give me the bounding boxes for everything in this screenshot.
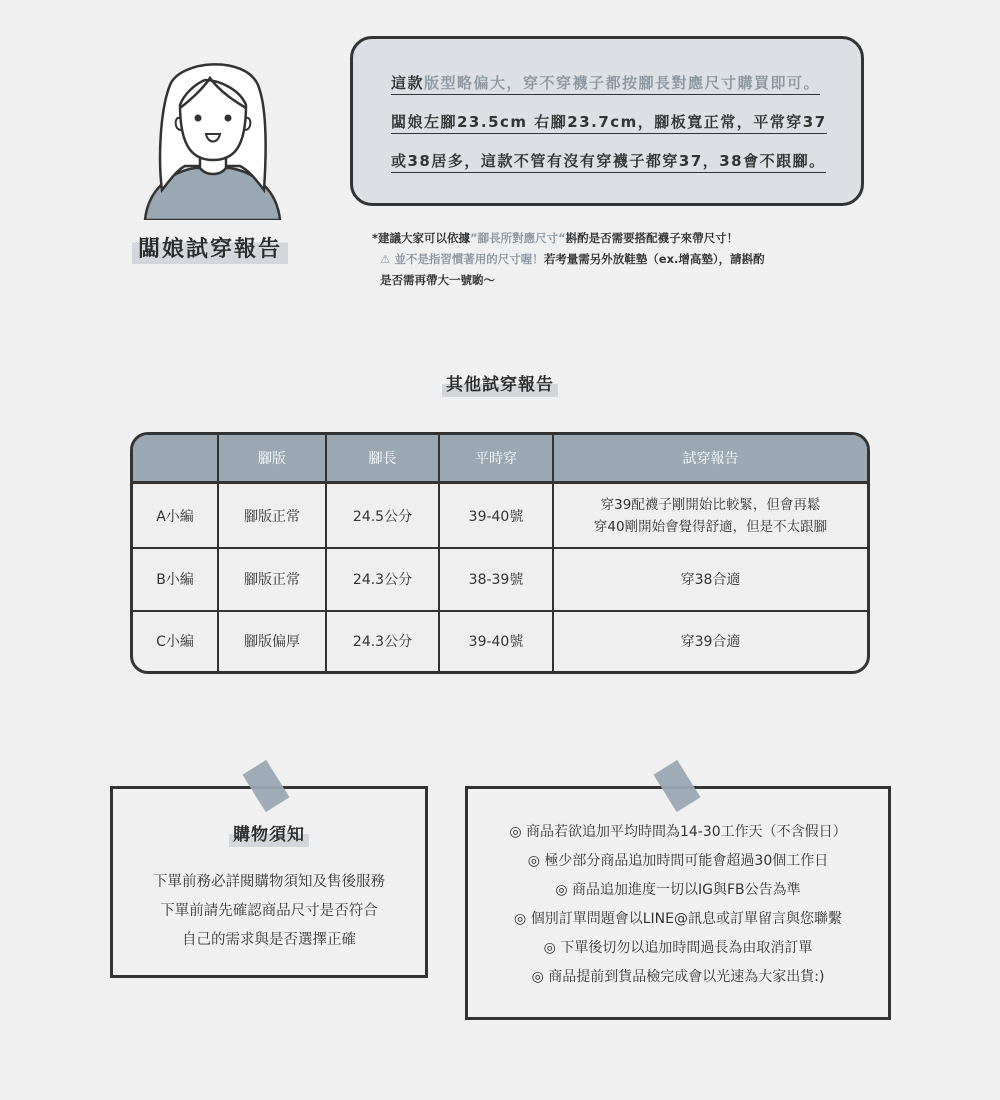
note-warning: ⚠ 並不是指習慣著用的尺寸喔！ — [380, 252, 544, 266]
table-row — [133, 547, 867, 612]
table-cell: B小編 — [133, 547, 219, 610]
table-cell: 腳版正常 — [219, 484, 327, 547]
table-header-row — [133, 435, 867, 484]
boss-report-title — [132, 232, 288, 263]
table-cell: 24.3公分 — [327, 547, 440, 610]
bubble-line-1-dark: 這款 — [391, 74, 425, 92]
shopping-notice-title: 購物須知 — [229, 823, 309, 847]
report-line: 穿40剛開始會覺得舒適，但是不太跟腳 — [593, 518, 828, 535]
shopping-line: 自己的需求與是否選擇正確 — [182, 932, 356, 948]
table-cell: 38-39號 — [440, 547, 554, 610]
table-cell: 39-40號 — [440, 610, 554, 671]
note-part2-end: 若考量需另外放鞋墊（ex.增高墊），請斟酌 — [543, 252, 765, 266]
table-cell: A小編 — [133, 484, 219, 547]
table-cell: 39-40號 — [440, 484, 554, 547]
order-info-lines — [465, 818, 891, 992]
note-part1: *建議大家可以依據 — [372, 231, 471, 245]
table-cell: 穿38合適 — [680, 571, 741, 588]
table-header — [133, 435, 219, 481]
info-line: ◎ 下單後切勿以追加時間過長為由取消訂單 — [543, 940, 813, 956]
table-cell — [554, 484, 867, 547]
table-cell: 腳版偏厚 — [219, 610, 327, 671]
note-part1-end: 斟酌是否需要搭配襪子來帶尺寸！ — [565, 231, 739, 245]
info-line: ◎ 極少部分商品追加時間可能會超過30個工作日 — [527, 853, 829, 869]
report-line: 穿39配襪子剛開始比較緊，但會再鬆 — [600, 496, 821, 513]
other-reports-title: 其他試穿報告 — [442, 373, 558, 397]
speech-bubble — [350, 36, 864, 206]
table-row — [133, 610, 867, 671]
boss-report-title-text: 闆娘試穿報告 — [132, 235, 288, 264]
table-row — [133, 484, 867, 549]
table-cell: 24.5公分 — [327, 484, 440, 547]
woman-avatar-icon — [140, 50, 285, 220]
table-cell: 24.3公分 — [327, 610, 440, 671]
note-part3: 是否需再帶大一號喲～ — [380, 273, 495, 287]
shopping-notice-heading — [110, 820, 428, 845]
info-line: ◎ 商品提前到貨品檢完成會以光速為大家出貨:) — [531, 969, 825, 985]
table-header: 腳版 — [219, 435, 327, 481]
shopping-line: 下單前務必詳閱購物須知及售後服務 — [153, 874, 385, 890]
table-header: 平時穿 — [440, 435, 554, 481]
size-note — [372, 228, 852, 291]
note-part1-grey: ”腳長所對應尺寸“ — [470, 231, 566, 245]
fitting-report-table — [130, 432, 870, 674]
shopping-notice-lines — [110, 868, 428, 955]
table-cell: C小編 — [133, 610, 219, 671]
bubble-line-1-grey: 版型略偏大，穿不穿襪子都按腳長對應尺寸購買即可。 — [424, 74, 821, 92]
info-line: ◎ 個別訂單問題會以LINE@訊息或訂單留言與您聯繫 — [514, 911, 842, 927]
bubble-line-1 — [391, 73, 820, 95]
info-line: ◎ 商品若欲追加平均時間為14-30工作天（不含假日） — [509, 824, 847, 840]
bubble-line-2: 闆娘左腳23.5cm 右腳23.7cm，腳板寬正常，平常穿37 — [391, 112, 827, 134]
table-cell: 腳版正常 — [219, 547, 327, 610]
shopping-line: 下單前請先確認商品尺寸是否符合 — [160, 903, 378, 919]
table-header: 試穿報告 — [682, 451, 739, 467]
bubble-line-3: 或38居多，這款不管有沒有穿襪子都穿37，38會不跟腳。 — [391, 151, 826, 173]
info-line: ◎ 商品追加進度一切以IG與FB公告為準 — [555, 882, 801, 898]
other-reports-heading — [0, 370, 1000, 395]
table-cell: 穿39合適 — [680, 633, 741, 650]
table-header: 腳長 — [327, 435, 440, 481]
